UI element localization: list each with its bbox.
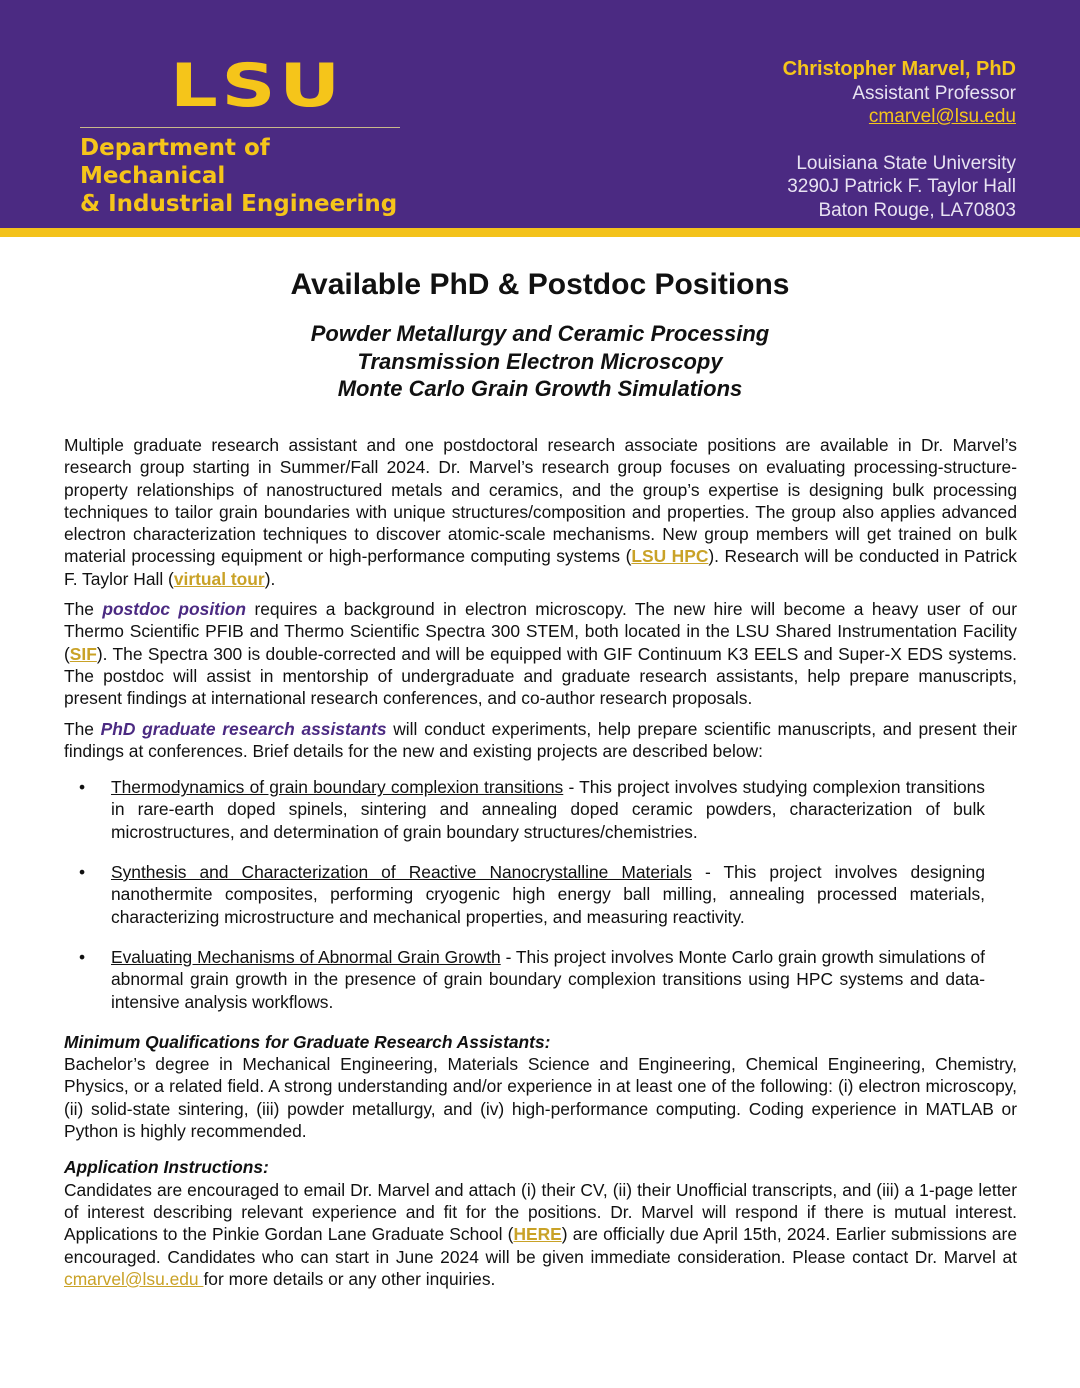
topic-line: Powder Metallurgy and Ceramic Processing [310,321,770,346]
bullet-icon: • [79,777,86,798]
bullet-icon: • [79,946,86,967]
phd-emphasis: PhD graduate research assistants [100,718,387,739]
contact-block [783,58,1016,222]
contact-address-line1: 3290J Patrick F. Taylor Hall [787,176,1016,197]
phd-paragraph: The PhD graduate research assistants will conduct experiments, help prepare scientific manuscripts, and present their findings at conferences. Brief details for the new and existing projects are described below: [64,718,1017,761]
application-heading: Application Instructions: [64,1157,269,1178]
contact-address-line2: Baton Rouge, LA70803 [818,199,1016,221]
intro-paragraph: Multiple graduate research assistant and one postdoctoral research associate positions are available in Dr. Marvel’s research group starting in Summer/Fall 2024. Dr. Marvel’s research group focuses on evaluating processing-structure-property relationships of nanostructured metals and ceramics, and the group’s expertise is designing bulk processing techniques to tailor grain boundaries with unique structures/composition and properties. The group also applies advanced electron characterization techniques to discover atomic-scale mechanisms. New group members will get trained on bulk material processing equipment or high-performance computing systems (LSU HPC). Research will be conducted in Patrick F. Taylor Hall (virtual tour). [64,435,1017,589]
contact-email-link[interactable]: cmarvel@lsu.edu [868,106,1016,127]
topic-line: Transmission Electron Microscopy [357,348,723,374]
header-gold-rule [0,228,1080,237]
project-item: • Synthesis and Characterization of Reactive Nanocrystalline Materials - This project involves designing nanothermite composites, performing cryogenic high energy ball milling, annealing processed materials, characterizing microstructure and mechanical properties, and measuring reactivity. [79,862,985,927]
project-title: Evaluating Mechanisms of Abnormal Grain Growth [111,946,501,967]
project-title: Thermodynamics of grain boundary complexion transitions [111,777,564,798]
contact-name: Christopher Marvel, PhD [782,58,1016,80]
contact-university: Louisiana State University [796,152,1016,174]
page-title: Available PhD & Postdoc Positions [290,268,790,301]
header-banner [0,0,1080,228]
qualifications-heading: Minimum Qualifications for Graduate Research Assistants: [64,1031,551,1052]
document-body [64,434,1017,1298]
research-topics [0,320,1080,403]
lsu-logo: LSU [170,51,344,121]
logo-divider [80,127,400,128]
qualifications-text: Bachelor’s degree in Mechanical Engineering, Materials Science and Engineering, Chemical Engineering, Chemistry, Physics, or a related field. A strong understanding and/or experience in at least one of the following: (i) electron microscopy, (ii) solid-state sintering, (iii) powder metallurgy, and (iv) high-performance computing. Coding experience in MATLAB or Python is highly recommended. [64,1054,1017,1142]
project-list [64,776,1017,1013]
postdoc-paragraph: The postdoc position requires a background in electron microscopy. The new hire will become a heavy user of our Thermo Scientific PFIB and Thermo Scientific Spectra 300 STEM, both located in the LSU Shared Instrumentation Facility (SIF). The Spectra 300 is double-corrected and will be equipped with GIF Continuum K3 EELS and Super-X EDS systems. The postdoc will assist in mentorship of undergraduate and graduate research assistants, help prepare manuscripts, present findings at international research conferences, and co-author research proposals. [64,599,1017,709]
virtual-tour-link[interactable]: virtual tour [173,568,265,589]
email-link[interactable]: cmarvel@lsu.edu [64,1268,204,1289]
department-logo [80,51,400,217]
project-title: Synthesis and Characterization of Reactive Nanocrystalline Materials [111,862,692,883]
graduate-school-link[interactable]: HERE [513,1224,562,1245]
project-item: • Thermodynamics of grain boundary complexion transitions - This project involves studying complexion transitions in rare-earth doped spinels, sintering and annealing doped ceramic powders, characterization of bulk microstructures, and determination of grain boundary structures/chemistries. [79,777,985,842]
project-item: • Evaluating Mechanisms of Abnormal Grain Growth - This project involves Monte Carlo grain growth simulations of abnormal grain growth in the presence of grain boundary complexion transitions using HPC systems and data-intensive analysis workflows. [79,946,985,1012]
topic-line: Monte Carlo Grain Growth Simulations [337,376,743,401]
department-name: Department of Mechanical & Industrial Engineering [80,135,398,217]
contact-title: Assistant Professor [852,82,1016,104]
sif-link[interactable]: SIF [69,643,97,664]
application-text: Candidates are encouraged to email Dr. Marvel and attach (i) their CV, (ii) their Unofficial transcripts, and (iii) a 1-page letter of interest describing relevant experience and fit for the positions. Dr. Marvel will respond if there is mutual interest. Applications to the Pinkie Gordan Lane Graduate School (HERE) are officially due April 15th, 2024. Earlier submissions are encouraged. Candidates who can start in June 2024 will be given immediate consideration. Please contact Dr. Marvel at cmarvel@lsu.edu for more details or any other inquiries. [64,1179,1018,1289]
postdoc-emphasis: postdoc position [102,599,247,620]
bullet-icon: • [79,862,86,883]
lsu-hpc-link[interactable]: LSU HPC [631,546,709,567]
